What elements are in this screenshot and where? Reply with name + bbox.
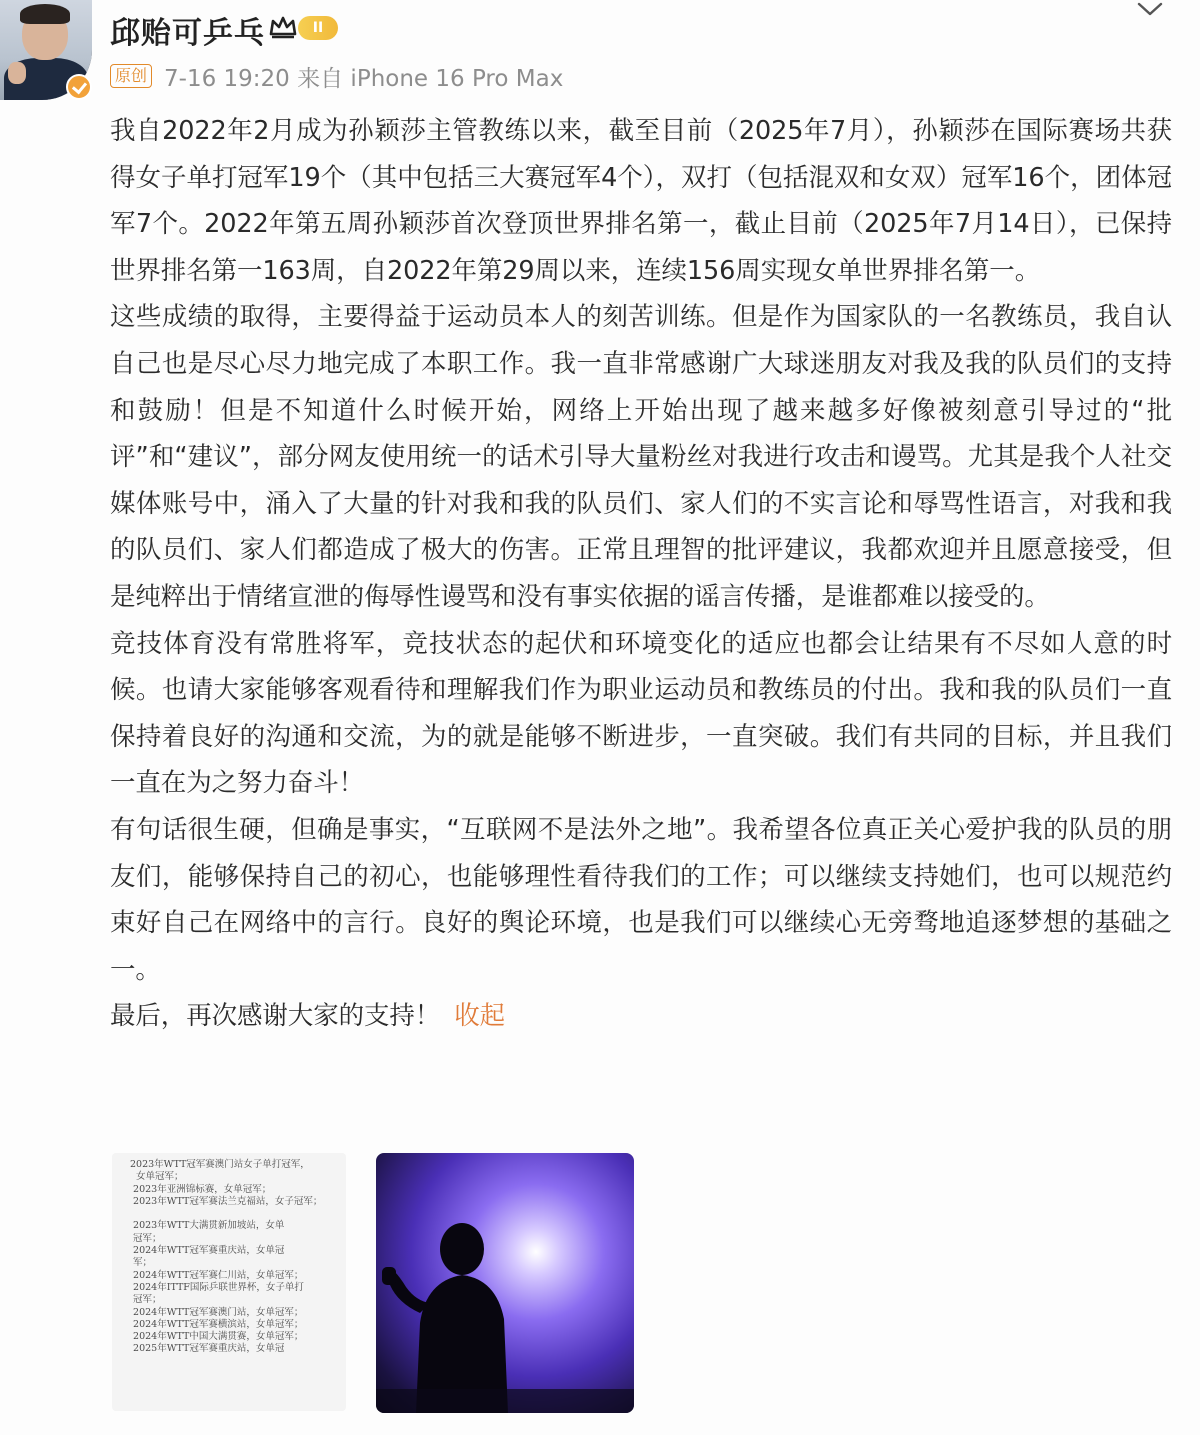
chevron-down-icon[interactable] [1136, 0, 1164, 20]
post-body [110, 108, 1172, 1040]
crown-icon [268, 14, 298, 40]
level-badge: II [298, 16, 338, 40]
post-meta [110, 60, 563, 92]
avatar-hair [20, 4, 70, 24]
avatar-hand [8, 62, 26, 84]
image-thumbnail-document[interactable] [112, 1153, 346, 1411]
paragraph: 这些成绩的取得，主要得益于运动员本人的刻苦训练。但是作为国家队的一名教练员，我自认自己也是尽心尽力地完成了本职工作。我一直非常感谢广大球迷朋友对我及我的队员们的支持和鼓励！但是不知道什么时候开始，网络上开始出现了越来越多好像被刻意引导过的“批评”和“建议”，部分网友使用统一的话术引导大量粉丝对我进行攻击和谩骂。尤其是我个人社交媒体账号中，涌入了大量的针对我和我的队员们、家人们的不实言论和辱骂性语言，对我和我的队员们、家人们都造成了极大的伤害。正常且理智的批评建议，我都欢迎并且愿意接受，但是纯粹出于情绪宣泄的侮辱性谩骂和没有事实依据的谣言传播，是谁都难以接受的。 [110, 302, 1172, 612]
post-timestamp-source: 7-16 19:20 来自 iPhone 16 Pro Max [164, 65, 564, 92]
author-name[interactable]: 邱贻可乒乓 [110, 16, 265, 51]
original-badge: 原创 [110, 64, 152, 88]
collapse-link[interactable]: 收起 [454, 1001, 506, 1032]
paragraph: 竞技体育没有常胜将军，竞技状态的起伏和环境变化的适应也都会让结果有不尽如人意的时候。也请大家能够客观看待和理解我们作为职业运动员和教练员的付出。我和我的队员们一直保持着良好的沟通和交流，为的就是能够不断进步，一直突破。我们有共同的目标，并且我们一直在为之努力奋斗！ [110, 628, 1172, 799]
paragraph: 有句话很生硬，但确是事实，“互联网不是法外之地”。我希望各位真正关心爱护我的队员的朋友们，能够保持自己的初心，也能够理性看待我们的工作；可以继续支持她们，也可以规范约束好自己在网络中的言行。良好的舆论环境，也是我们可以继续心无旁骛地追逐梦想的基础之一。 [110, 814, 1172, 985]
verified-icon [66, 74, 92, 100]
silhouette-figure [376, 1153, 634, 1413]
closing-text: 最后，再次感谢大家的支持！ [110, 1001, 441, 1032]
image-thumbnail-silhouette[interactable] [376, 1153, 634, 1413]
paragraph: 我自2022年2月成为孙颖莎主管教练以来，截至目前（2025年7月），孙颖莎在国际赛场共获得女子单打冠军19个（其中包括三大赛冠军4个），双打（包括混双和女双）冠军16个，团体冠军7个。2022年第五周孙颖莎首次登顶世界排名第一，截止目前（2025年7月14日），已保持世界排名第一163周，自2022年第29周以来，连续156周实现女单世界排名第一。 [110, 116, 1172, 286]
document-text: 2023年WTT冠军赛澳门站女子单打冠军， 女单冠军； 2023年亚洲锦标赛，女单冠军； 2023年WTT冠军赛法兰克福站，女子冠军； 2023年WTT大满贯新加坡站，女单 冠军； 2024年WTT冠军赛重庆站，女单冠 军； 2024年WTT冠军赛仁川站，女单冠军； 2024年ITTF国际乒联世界杯，女子单打 冠军； 2024年WTT冠军赛澳门站，女单冠军； 2024年WTT冠军赛横滨站，女单冠军； 2024年WTT中国大满贯赛，女单冠军； 2025年WTT冠军赛重庆站，女单冠 [130, 1159, 323, 1355]
paragraph-last [110, 993, 1172, 1040]
